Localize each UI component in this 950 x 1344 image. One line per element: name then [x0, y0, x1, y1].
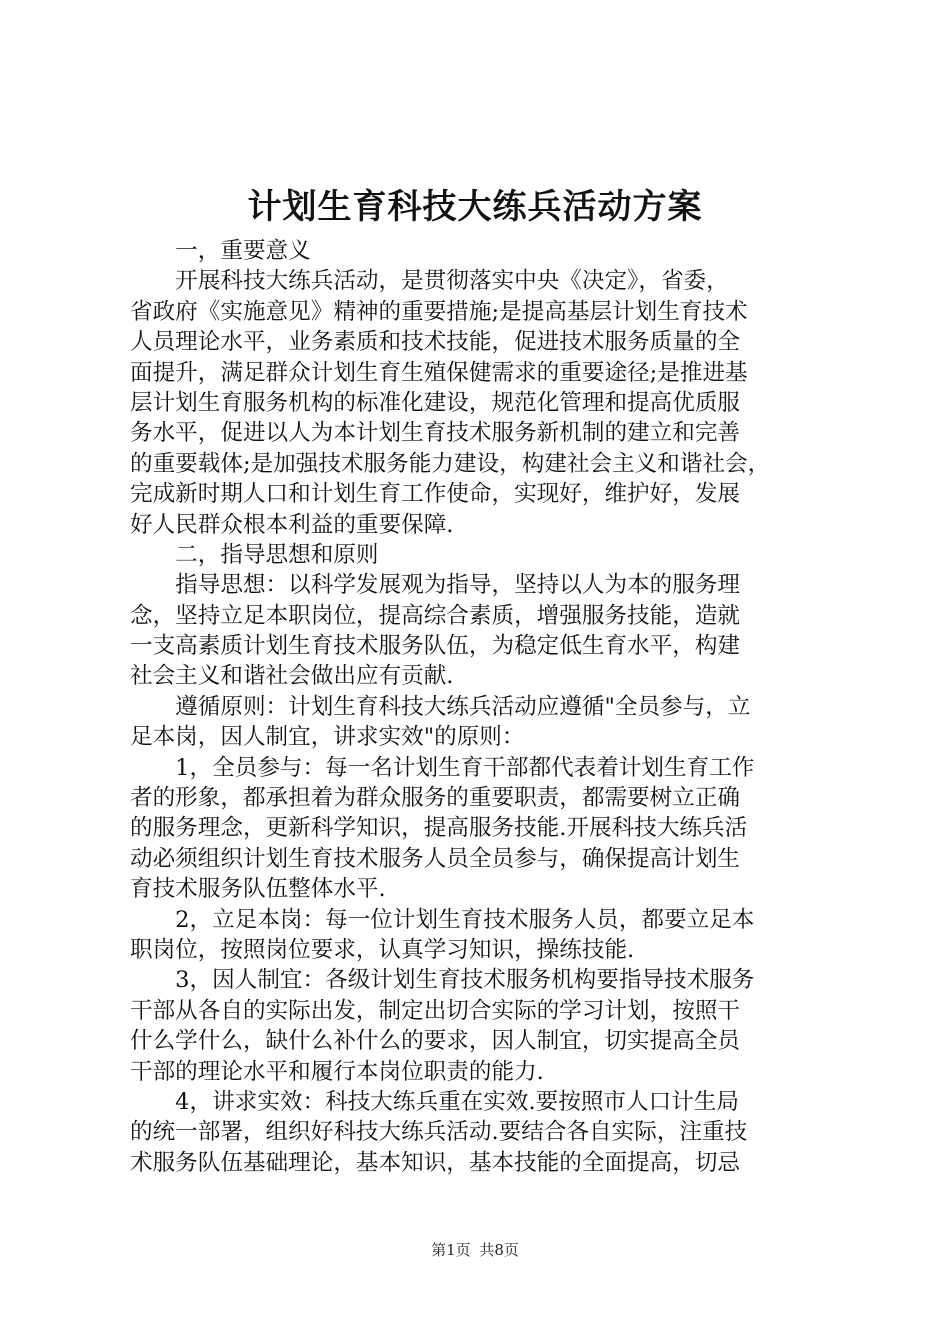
text-line: 干部从各自的实际出发，制定出切合实际的学习计划，按照干: [130, 997, 741, 1024]
text-line: 术服务队伍基础理论，基本知识，基本技能的全面提高，切忌: [130, 1149, 741, 1176]
page-total: 共8页: [479, 1241, 519, 1259]
text-line: 念，坚持立足本职岗位，提高综合素质，增强服务技能，造就: [130, 602, 741, 629]
text-line: 足本岗，因人制宜，讲求实效"的原则：: [130, 724, 525, 751]
text-line: 面提升，满足群众计划生育生殖保健需求的重要途径;是推进基: [130, 359, 748, 386]
document-body: [130, 236, 830, 1178]
text-line: 指导思想：以科学发展观为指导，坚持以人为本的服务理: [130, 572, 741, 599]
document-title: 计划生育科技大练兵活动方案: [247, 187, 703, 227]
text-line: 一，重要意义: [130, 238, 311, 264]
text-line: 2，立足本岗：每一位计划生育技术服务人员，都要立足本: [130, 906, 755, 933]
text-line: 遵循原则：计划生育科技大练兵活动应遵循"全员参与，立: [130, 693, 751, 720]
text-line: 1，全员参与：每一名计划生育干部都代表着计划生育工作: [130, 754, 755, 781]
text-line: 4，讲求实效：科技大练兵重在实效.要按照市人口计生局: [130, 1088, 739, 1115]
text-line: 动必须组织计划生育技术服务人员全员参与，确保提高计划生: [130, 845, 741, 872]
text-line: 社会主义和谐社会做出应有贡献.: [130, 663, 454, 690]
text-line: 一支高素质计划生育技术服务队伍，为稳定低生育水平，构建: [130, 633, 741, 660]
text-line: 干部的理论水平和履行本岗位职责的能力.: [130, 1058, 544, 1085]
text-line: 职岗位，按照岗位要求，认真学习知识，操练技能.: [130, 936, 635, 963]
text-line: 务水平，促进以人为本计划生育技术服务新机制的建立和完善: [130, 420, 741, 447]
text-line: 层计划生育服务机构的标准化建设，规范化管理和提高优质服: [130, 389, 741, 416]
text-line: 省政府《实施意见》精神的重要措施;是提高基层计划生育技术: [130, 298, 748, 325]
text-line: 者的形象，都承担着为群众服务的重要职责，都需要树立正确: [130, 785, 741, 812]
text-line: 开展科技大练兵活动，是贯彻落实中央《决定》，省委，: [130, 268, 729, 295]
text-line: 的重要载体;是加强技术服务能力建设，构建社会主义和谐社会，: [130, 450, 771, 477]
text-line: 什么学什么，缺什么补什么的要求，因人制宜，切实提高全员: [130, 1028, 741, 1055]
text-line: 二，指导思想和原则: [130, 541, 379, 568]
page-footer: [0, 1240, 950, 1260]
text-line: 3，因人制宜：各级计划生育技术服务机构要指导技术服务: [130, 967, 755, 994]
text-line: 人员理论水平，业务素质和技术技能，促进技术服务质量的全: [130, 329, 741, 356]
page-number: 第1页: [431, 1241, 471, 1259]
text-line: 完成新时期人口和计划生育工作使命，实现好，维护好，发展: [130, 481, 741, 508]
text-line: 的统一部署，组织好科技大练兵活动.要结合各自实际，注重技: [130, 1119, 748, 1146]
text-line: 育技术服务队伍整体水平.: [130, 876, 386, 903]
text-line: 好人民群众根本利益的重要保障.: [130, 511, 454, 538]
text-line: 的服务理念，更新科学知识，提高服务技能.开展科技大练兵活: [130, 815, 748, 842]
